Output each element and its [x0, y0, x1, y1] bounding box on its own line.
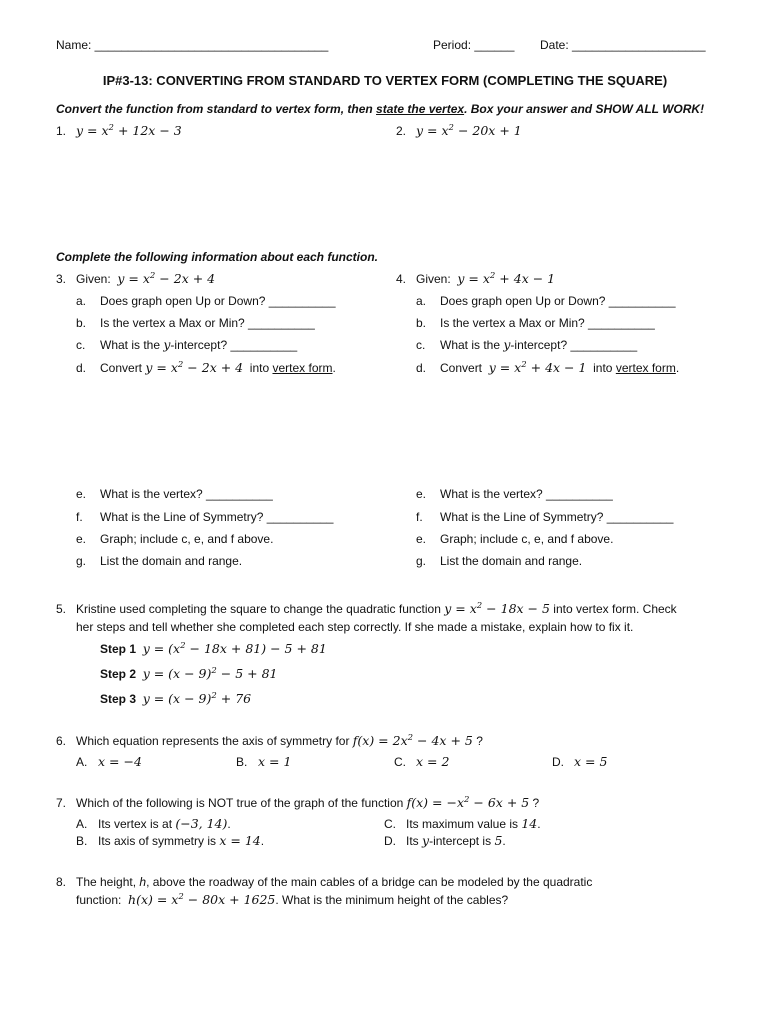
part-letter: d. — [416, 361, 427, 375]
instructions — [56, 102, 704, 116]
question-6 — [56, 734, 483, 748]
choice-text: Its maximum value is — [406, 817, 522, 831]
question-number: 2. — [396, 124, 407, 138]
part-text: Graph; include c, e, and f above. — [100, 532, 274, 546]
q5-text: into vertex form. Check — [549, 602, 677, 616]
instructions-part2: state the vertex — [376, 102, 465, 116]
given-label: Given: — [416, 272, 451, 286]
question-number: 1. — [56, 124, 67, 138]
q8-text: . What is the minimum height of the cables? — [275, 893, 509, 907]
q8-exponent: 2 — [178, 892, 184, 902]
q8-text: The height, — [76, 875, 140, 889]
choice-text: Its vertex is at — [98, 817, 176, 831]
q5-step-3 — [100, 692, 251, 706]
question-5-line2: her steps and tell whether she completed each step correctly. If she made a mistake, explain how to fix it. — [76, 620, 634, 634]
part-letter: e. — [76, 487, 87, 501]
question-8-line1 — [56, 875, 592, 889]
q1-math-pre: y = x — [76, 123, 109, 138]
q5-step-2 — [100, 667, 277, 681]
q7-exponent: 2 — [464, 795, 470, 805]
q6-choice-c[interactable] — [394, 755, 449, 769]
part-text: . — [332, 361, 336, 375]
part-letter: e. — [76, 532, 87, 546]
part-text: into — [243, 361, 273, 375]
step-math: y = (x − 9) — [142, 691, 212, 706]
q4-part-graph — [416, 532, 613, 546]
part-letter: e. — [416, 487, 427, 501]
part-text: -intercept? __________ — [510, 338, 638, 352]
step-math: − 5 + 81 — [216, 666, 278, 681]
part-exponent: 2 — [177, 360, 184, 370]
q1-exponent: 2 — [108, 123, 114, 133]
step-math: − 18x + 81) − 5 + 81 — [185, 641, 327, 656]
part-text: What is the Line of Symmetry? __________ — [440, 510, 674, 524]
part-math: + 4x − 1 — [526, 360, 587, 375]
vertex-form-text: vertex form — [615, 361, 676, 375]
part-text: -intercept? __________ — [170, 338, 298, 352]
q7-choice-a[interactable] — [76, 817, 231, 831]
q6-exponent: 2 — [407, 733, 414, 743]
choice-text: . — [537, 817, 541, 831]
choice-text: . — [502, 834, 506, 848]
choice-letter: A. — [76, 817, 88, 831]
part-text: Convert — [440, 361, 489, 375]
choice-text: . — [227, 817, 231, 831]
choice-letter: B. — [236, 755, 248, 769]
q5-math: − 18x − 5 — [482, 601, 550, 616]
question-8-line2 — [76, 893, 508, 907]
question-5-line1 — [56, 602, 677, 616]
part-letter: a. — [76, 294, 87, 308]
q6-math: f(x) = 2x — [352, 733, 408, 748]
step-label: Step 3 — [100, 692, 137, 706]
question-number: 3. — [56, 272, 67, 286]
q5-step-1 — [100, 642, 327, 656]
instructions-part1: Convert the function from standard to vertex form, then — [56, 102, 377, 116]
q3-part-g — [76, 554, 242, 568]
q4-math-pre: y = x — [457, 271, 490, 286]
q3-math-pre: y = x — [117, 271, 150, 286]
instructions-part3: . Box your answer and SHOW ALL WORK! — [464, 102, 705, 116]
worksheet-title: IP#3-13: CONVERTING FROM STANDARD TO VERTEX FORM (COMPLETING THE SQUARE) — [102, 73, 668, 88]
q8-var: h — [139, 875, 147, 889]
choice-letter: C. — [384, 817, 396, 831]
choice-letter: B. — [76, 834, 88, 848]
q4-math-post: + 4x − 1 — [495, 271, 556, 286]
part-math: y = x — [488, 360, 522, 375]
part-var: y — [163, 337, 171, 352]
question-2 — [396, 124, 522, 138]
q2-math-post: − 20x + 1 — [453, 123, 522, 138]
q8-math: − 80x + 1625 — [183, 892, 276, 907]
choice-letter: D. — [552, 755, 564, 769]
choice-letter: C. — [394, 755, 406, 769]
part-letter: e. — [416, 532, 427, 546]
q4-part-c — [416, 338, 637, 352]
choice-letter: D. — [384, 834, 396, 848]
choice-math: (−3, 14) — [175, 816, 228, 831]
part-text: Is the vertex a Max or Min? __________ — [440, 316, 655, 330]
part-text: List the domain and range. — [440, 554, 583, 568]
choice-text: . — [260, 834, 265, 848]
q3-part-f — [76, 510, 333, 524]
q8-text: function: — [76, 893, 129, 907]
name-field-label: Name: ___________________________________ — [56, 38, 329, 52]
part-letter: c. — [416, 338, 426, 352]
q3-part-b — [76, 316, 315, 330]
vertex-form-text: vertex form — [272, 361, 333, 375]
part-text: What is the — [100, 338, 164, 352]
q6-text: Which equation represents the axis of symmetry for — [76, 734, 353, 748]
q5-math: y = x — [444, 601, 477, 616]
q3-part-graph — [76, 532, 273, 546]
choice-text: Its axis of symmetry is — [98, 834, 220, 848]
q4-exponent: 2 — [489, 271, 496, 281]
question-1 — [56, 124, 182, 138]
choice-var: y — [422, 833, 430, 848]
q8-text: , above the roadway of the main cables of a bridge can be modeled by the quadratic — [146, 875, 593, 889]
choice-value: x = −4 — [98, 754, 142, 769]
part-text: What is the vertex? __________ — [100, 487, 273, 501]
q7-choice-b[interactable] — [76, 834, 264, 848]
part-letter: a. — [416, 294, 427, 308]
part-text: . — [675, 361, 680, 375]
choice-value: x = 1 — [258, 754, 292, 769]
part-var: y — [503, 337, 511, 352]
q7-text: Which of the following is NOT true of the graph of the function — [76, 796, 407, 810]
q3-part-d — [76, 361, 336, 375]
step-exponent: 2 — [211, 666, 217, 676]
q5-exponent: 2 — [476, 601, 483, 611]
part-text: What is the Line of Symmetry? __________ — [100, 510, 334, 524]
q8-math: h(x) = x — [128, 892, 179, 907]
part-letter: g. — [416, 554, 427, 568]
question-number: 5. — [56, 602, 67, 616]
question-number: 6. — [56, 734, 67, 748]
step-math: + 76 — [216, 691, 252, 706]
part-exponent: 2 — [521, 360, 527, 370]
q3-math-post: − 2x + 4 — [155, 271, 216, 286]
part-math: − 2x + 4 — [183, 360, 244, 375]
part-letter: b. — [76, 316, 87, 330]
date-field-label: Date: ____________________ — [540, 38, 706, 52]
q7-choice-d[interactable] — [384, 834, 506, 848]
step-label: Step 1 — [100, 642, 137, 656]
choice-value: x = 5 — [574, 754, 608, 769]
choice-letter: A. — [76, 755, 88, 769]
q7-text: ? — [529, 796, 540, 810]
part-letter: b. — [416, 316, 427, 330]
q3-exponent: 2 — [149, 271, 156, 281]
section-heading: Complete the following information about each function. — [56, 250, 378, 264]
step-label: Step 2 — [100, 667, 137, 681]
part-letter: f. — [416, 510, 423, 524]
q4-part-b — [416, 316, 655, 330]
choice-text: -intercept is — [429, 834, 495, 848]
q7-choice-c[interactable] — [384, 817, 541, 831]
q6-text: ? — [472, 734, 483, 748]
q1-math-post: + 12x − 3 — [113, 123, 182, 138]
given-label: Given: — [76, 272, 111, 286]
period-field-label: Period: ______ — [433, 38, 515, 52]
question-number: 7. — [56, 796, 67, 810]
step-math: y = (x − 9) — [142, 666, 212, 681]
part-text: into — [586, 361, 616, 375]
part-text: Graph; include c, e, and f above. — [440, 532, 614, 546]
question-number: 8. — [56, 875, 67, 889]
q5-text: Kristine used completing the square to change the quadratic function — [76, 602, 445, 616]
q7-math: − 6x + 5 — [469, 795, 530, 810]
part-text: List the domain and range. — [100, 554, 243, 568]
q6-math: − 4x + 5 — [413, 733, 473, 748]
question-number: 4. — [396, 272, 407, 286]
q3-part-a — [76, 294, 336, 308]
q3-part-e — [76, 487, 273, 501]
step-exponent: 2 — [211, 691, 217, 701]
part-text: Does graph open Up or Down? __________ — [100, 294, 336, 308]
part-text: Does graph open Up or Down? __________ — [440, 294, 676, 308]
part-math: y = x — [145, 360, 178, 375]
part-text: What is the vertex? __________ — [440, 487, 613, 501]
part-letter: c. — [76, 338, 86, 352]
choice-math: 5 — [494, 833, 503, 848]
choice-value: x = 2 — [416, 754, 450, 769]
part-text: Is the vertex a Max or Min? __________ — [100, 316, 315, 330]
q3-part-c — [76, 338, 297, 352]
choice-text: Its — [406, 834, 423, 848]
part-letter: d. — [76, 361, 87, 375]
question-4 — [396, 272, 555, 286]
choice-math: x = 14 — [219, 833, 261, 848]
part-text: Convert — [100, 361, 146, 375]
q4-part-f — [416, 510, 673, 524]
part-letter: g. — [76, 554, 87, 568]
q4-part-e — [416, 487, 613, 501]
question-3 — [56, 272, 215, 286]
q7-math: f(x) = −x — [406, 795, 464, 810]
q4-part-g — [416, 554, 582, 568]
q6-choice-b[interactable] — [236, 755, 291, 769]
question-7 — [56, 796, 539, 810]
q4-part-d — [416, 361, 679, 375]
choice-math: 14 — [521, 816, 538, 831]
q6-choice-a[interactable] — [76, 755, 142, 769]
step-math: y = (x — [142, 641, 181, 656]
part-letter: f. — [76, 510, 83, 524]
step-exponent: 2 — [180, 641, 186, 651]
part-text: What is the — [440, 338, 504, 352]
q2-math-pre: y = x — [416, 123, 449, 138]
q6-choice-d[interactable] — [552, 755, 607, 769]
q4-part-a — [416, 294, 676, 308]
q2-exponent: 2 — [448, 123, 454, 133]
